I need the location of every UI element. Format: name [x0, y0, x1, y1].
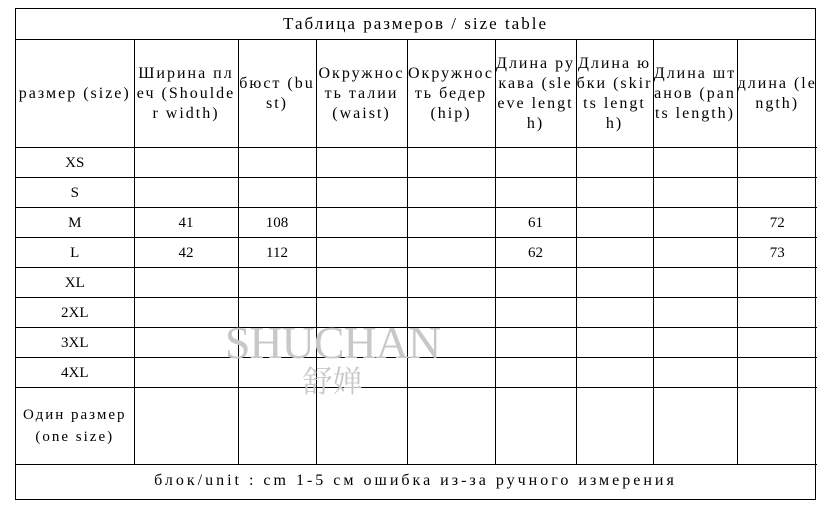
value-cell: [238, 358, 316, 388]
value-cell: [238, 178, 316, 208]
header-bust: бюст (bust): [238, 40, 316, 148]
size-cell: L: [16, 238, 134, 268]
value-cell: [653, 268, 737, 298]
value-cell: [653, 358, 737, 388]
header-skirt: Длина юбки (skirts length): [576, 40, 653, 148]
header-size: размер (size): [16, 40, 134, 148]
value-cell: [407, 298, 495, 328]
value-cell: [238, 388, 316, 465]
value-cell: 41: [134, 208, 238, 238]
value-cell: [238, 328, 316, 358]
value-cell: 61: [495, 208, 576, 238]
value-cell: [134, 298, 238, 328]
header-pants: Длина штанов (pants length): [653, 40, 737, 148]
value-cell: [238, 148, 316, 178]
header-waist: Окружность талии (waist): [316, 40, 407, 148]
size-table: [16, 40, 817, 465]
value-cell: [238, 268, 316, 298]
table-row: [16, 238, 817, 268]
value-cell: [316, 238, 407, 268]
value-cell: [653, 328, 737, 358]
size-table-sheet: [15, 8, 816, 500]
value-cell: [653, 388, 737, 465]
size-cell: XL: [16, 268, 134, 298]
value-cell: [316, 358, 407, 388]
value-cell: [737, 268, 817, 298]
value-cell: [134, 328, 238, 358]
table-row: [16, 298, 817, 328]
table-row: [16, 268, 817, 298]
header-sleeve: Длина рукава (sleeve length): [495, 40, 576, 148]
value-cell: [576, 388, 653, 465]
value-cell: [495, 388, 576, 465]
value-cell: [407, 388, 495, 465]
table-row: [16, 328, 817, 358]
value-cell: [495, 358, 576, 388]
measurement-note: блок/unit : cm 1-5 см ошибка из-за ручного измерения: [154, 472, 677, 489]
size-cell: XS: [16, 148, 134, 178]
value-cell: [316, 298, 407, 328]
value-cell: [407, 268, 495, 298]
value-cell: [495, 298, 576, 328]
size-cell: 2XL: [16, 298, 134, 328]
value-cell: [495, 328, 576, 358]
size-cell: 4XL: [16, 358, 134, 388]
value-cell: [576, 208, 653, 238]
value-cell: [653, 298, 737, 328]
value-cell: [407, 328, 495, 358]
value-cell: 62: [495, 238, 576, 268]
value-cell: [737, 298, 817, 328]
value-cell: [134, 388, 238, 465]
table-row: [16, 208, 817, 238]
table-row: [16, 148, 817, 178]
value-cell: [495, 148, 576, 178]
header-length: длина (length): [737, 40, 817, 148]
value-cell: [737, 178, 817, 208]
value-cell: [576, 328, 653, 358]
value-cell: [576, 268, 653, 298]
value-cell: [134, 268, 238, 298]
value-cell: 72: [737, 208, 817, 238]
value-cell: [653, 238, 737, 268]
value-cell: [653, 148, 737, 178]
value-cell: [576, 178, 653, 208]
value-cell: [407, 178, 495, 208]
value-cell: 73: [737, 238, 817, 268]
value-cell: [737, 388, 817, 465]
value-cell: [737, 358, 817, 388]
value-cell: [134, 148, 238, 178]
value-cell: [134, 178, 238, 208]
value-cell: [407, 358, 495, 388]
value-cell: [407, 148, 495, 178]
watermark-cjk: 舒婵: [302, 365, 363, 400]
size-cell: S: [16, 178, 134, 208]
value-cell: [316, 268, 407, 298]
value-cell: 42: [134, 238, 238, 268]
size-cell: 3XL: [16, 328, 134, 358]
table-row: [16, 178, 817, 208]
value-cell: [576, 298, 653, 328]
value-cell: [407, 208, 495, 238]
table-title: Таблица размеров / size table: [16, 9, 815, 40]
value-cell: [316, 148, 407, 178]
watermark-latin: SHUCHAN: [224, 317, 441, 368]
value-cell: [316, 328, 407, 358]
value-cell: 108: [238, 208, 316, 238]
value-cell: [737, 148, 817, 178]
value-cell: [653, 208, 737, 238]
size-cell: M: [16, 208, 134, 238]
value-cell: [576, 148, 653, 178]
value-cell: [238, 298, 316, 328]
value-cell: [495, 178, 576, 208]
value-cell: 112: [238, 238, 316, 268]
value-cell: [653, 178, 737, 208]
value-cell: [737, 328, 817, 358]
value-cell: [576, 238, 653, 268]
header-row: [16, 40, 817, 148]
value-cell: [316, 388, 407, 465]
table-row: [16, 388, 817, 465]
size-cell: Один размер (one size): [16, 388, 134, 465]
value-cell: [134, 358, 238, 388]
value-cell: [316, 208, 407, 238]
header-shoulder: Ширина плеч (Shoulder width): [134, 40, 238, 148]
value-cell: [495, 268, 576, 298]
header-hip: Окружность бедер (hip): [407, 40, 495, 148]
value-cell: [407, 238, 495, 268]
table-row: [16, 358, 817, 388]
value-cell: [576, 358, 653, 388]
value-cell: [316, 178, 407, 208]
